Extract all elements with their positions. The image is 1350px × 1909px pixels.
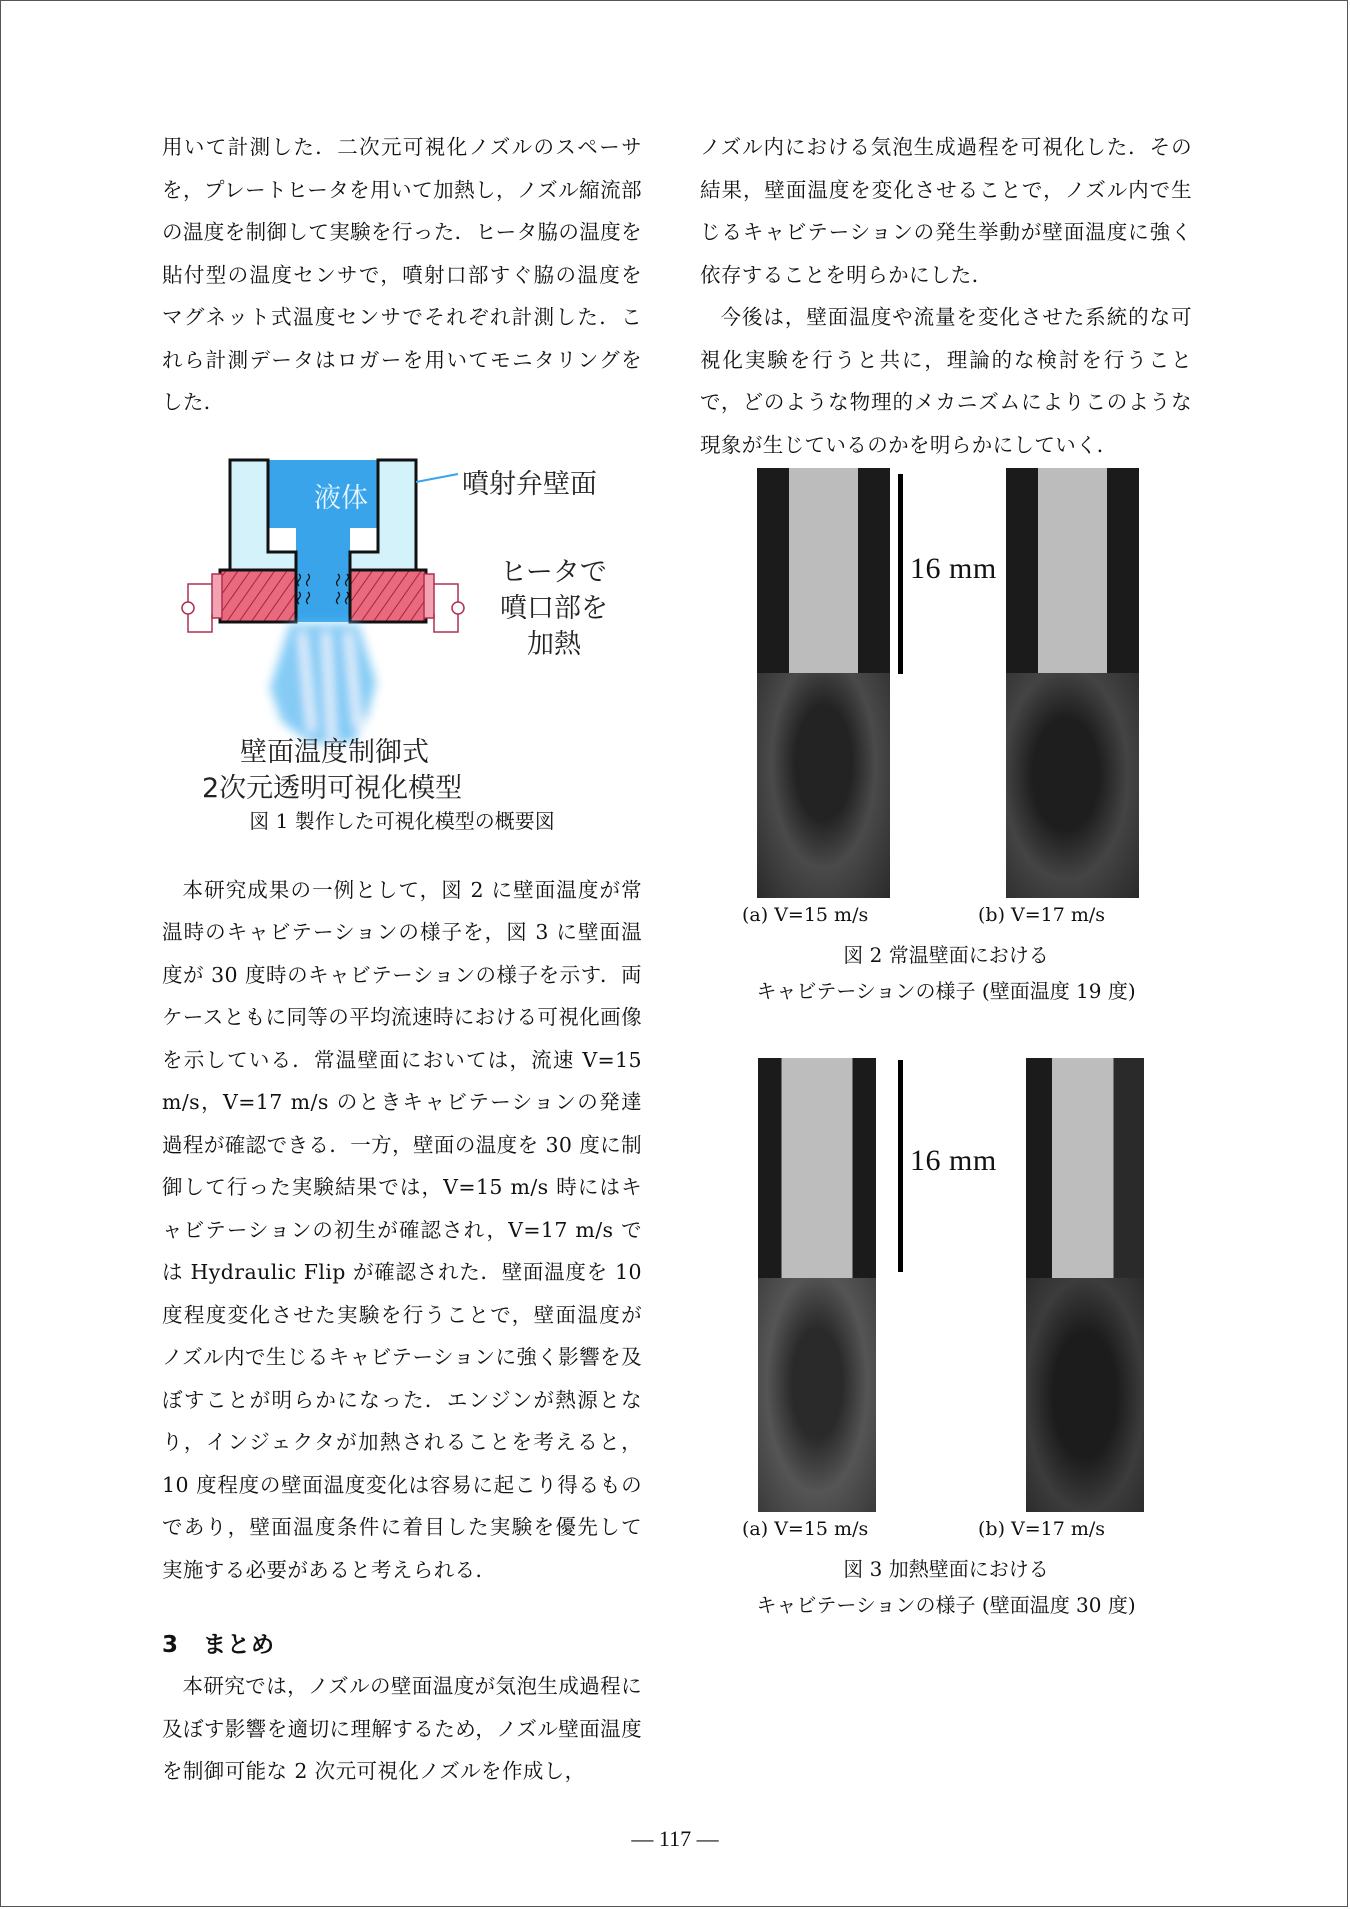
figure-3 <box>700 1058 1192 1618</box>
figure-2-photo-b <box>1006 468 1139 898</box>
label-wall: 噴射弁壁面 <box>462 468 597 500</box>
label-heater-1: ヒータで <box>500 556 607 588</box>
label-heater-3: 加熱 <box>527 628 581 660</box>
label-model-2: 2次元透明可視化模型 <box>202 772 463 804</box>
figure-3-caption-line-1: 図 3 加熱壁面における <box>843 1557 1049 1581</box>
figure-1 <box>162 452 642 837</box>
figure-3-caption-line-2: キャビテーションの様子 (壁面温度 30 度) <box>756 1593 1136 1617</box>
figure-2-scale-label: 16 mm <box>910 552 997 585</box>
label-model-1: 壁面温度制御式 <box>240 736 429 768</box>
right-column <box>700 126 1192 466</box>
left-column <box>162 126 642 1793</box>
figure-3-sub-a: (a) V=15 m/s <box>742 1518 869 1540</box>
figure-2-scale-bar <box>898 474 903 674</box>
page-number: — 117 — <box>631 1826 719 1851</box>
label-heater-2: 噴口部を <box>500 592 608 624</box>
right-paragraph-2: 今後は，壁面温度や流量を変化させた系統的な可視化実験を行うと共に，理論的な検討を行うことで，どのような物理的メカニズムによりこのような現象が生じているのかを明らかにしていく． <box>700 305 1192 457</box>
left-paragraph-1: 用いて計測した．二次元可視化ノズルのスペーサを，プレートヒータを用いて加熱し，ノズル縮流部の温度を制御して実験を行った．ヒータ脇の温度を貼付型の温度センサで，噴射口部すぐ脇の温度をマグネット式温度センサでそれぞれ計測した．これら計測データはロガーを用いてモニタリングをした． <box>162 135 642 414</box>
figure-3-sub-b: (b) V=17 m/s <box>978 1518 1106 1540</box>
left-paragraph-3: 本研究では，ノズルの壁面温度が気泡生成過程に及ぼす影響を適切に理解するため，ノズル壁面温度を制御可能な 2 次元可視化ノズルを作成し， <box>162 1674 642 1783</box>
section-3-heading: 3 まとめ <box>162 1632 276 1658</box>
right-paragraph-1: ノズル内における気泡生成過程を可視化した．その結果，壁面温度を変化させることで，ノズル内で生じるキャビテーションの発生挙動が壁面温度に強く依存することを明らかにした． <box>700 135 1192 287</box>
figure-3-photo-a <box>758 1058 876 1512</box>
figure-1-caption: 図 1 製作した可視化模型の概要図 <box>249 808 555 833</box>
right-heater <box>350 570 426 622</box>
figure-2-photo-a <box>757 468 890 898</box>
left-paragraph-2: 本研究成果の一例として，図 2 に壁面温度が常温時のキャビテーションの様子を，図 3 に壁面温度が 30 度時のキャビテーションの様子を示す．両ケースともに同等の平均流速時における可視化画像を示している．常温壁面においては，流速 V=15 m/s，V=17 m/s のときキャビテーションの発達過程が確認できる．一方，壁面の温度を 30 度に制御して行った実験結果では，V=15 m/s 時にはキャビテーションの初生が確認され，V=17 m/s では Hydraulic Flip が確認された．壁面温度を 10 度程度変化させた実験を行うことで，壁面温度がノズル内で生じるキャビテーションに強く影響を及ぼすことが明らかになった．エンジンが熱源となり，インジェクタが加熱されることを考えると，10 度程度の壁面温度変化は容易に起こり得るものであり，壁面温度条件に着目した実験を優先して実施する必要があると考えられる． <box>162 877 642 1582</box>
figure-2-caption-line-1: 図 2 常温壁面における <box>843 943 1049 967</box>
figure-3-scale-label: 16 mm <box>910 1144 997 1177</box>
figure-2-caption-line-2: キャビテーションの様子 (壁面温度 19 度) <box>756 979 1136 1003</box>
figure-3-photo-b <box>1026 1058 1144 1512</box>
figure-2-sub-a: (a) V=15 m/s <box>742 904 869 926</box>
left-heater <box>220 570 296 622</box>
figure-3-scale-bar <box>898 1060 903 1272</box>
spray <box>270 624 376 744</box>
figure-2-sub-b: (b) V=17 m/s <box>978 904 1106 926</box>
label-liquid: 液体 <box>314 482 368 514</box>
figure-2 <box>700 468 1192 1008</box>
